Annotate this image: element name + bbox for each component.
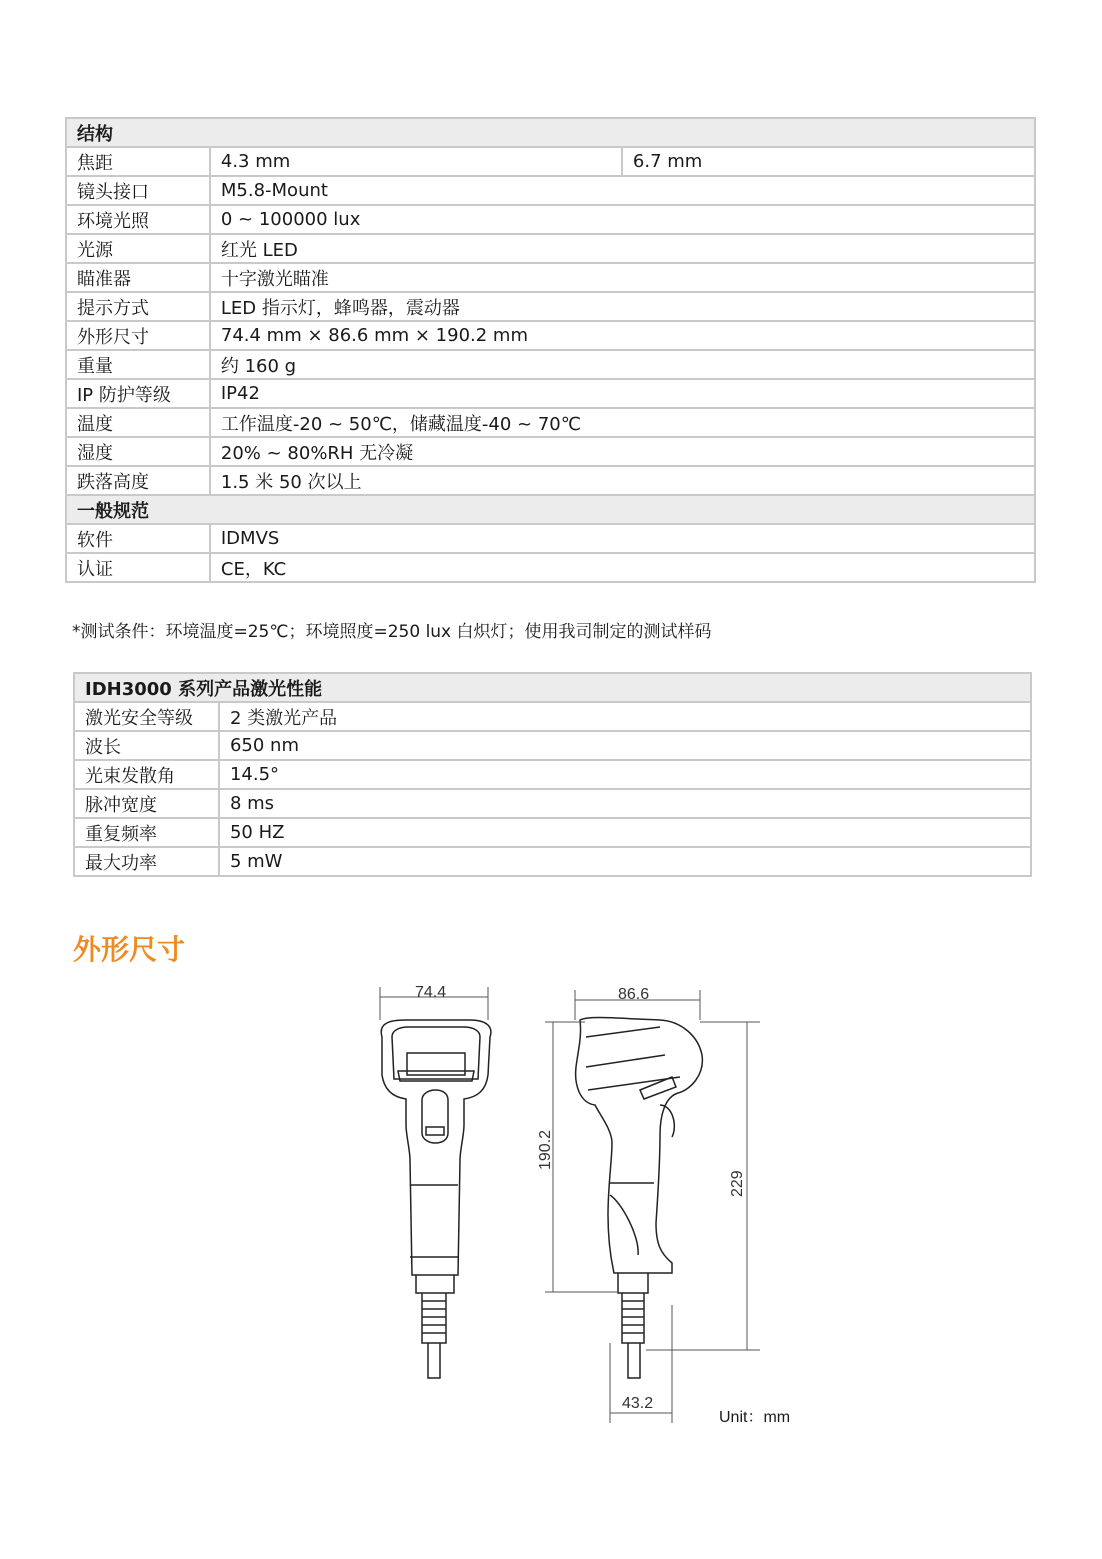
spec-value: 4.3 mm: [210, 147, 622, 176]
unit-label: Unit：mm: [719, 1409, 791, 1426]
section-title-structure: 结构: [66, 118, 1035, 147]
dimension-label: 43.2: [622, 1395, 654, 1412]
table-row: [66, 205, 1035, 234]
spec-label: 重复频率: [74, 818, 219, 847]
table-row: [66, 553, 1035, 582]
table-row: [66, 350, 1035, 379]
table-row: [74, 847, 1031, 876]
spec-label: 镜头接口: [66, 176, 210, 205]
spec-value: 74.4 mm × 86.6 mm × 190.2 mm: [210, 321, 1035, 350]
table-row: [66, 437, 1035, 466]
spec-label: 最大功率: [74, 847, 219, 876]
spec-label: 波长: [74, 731, 219, 760]
table-row: [66, 524, 1035, 553]
table-row: [74, 760, 1031, 789]
dimension-label: 229: [729, 1170, 746, 1197]
spec-label: 焦距: [66, 147, 210, 176]
table-row: [66, 263, 1035, 292]
spec-label: 光源: [66, 234, 210, 263]
table-row: [66, 408, 1035, 437]
spec-label: 软件: [66, 524, 210, 553]
section-title-laser: IDH3000 系列产品激光性能: [74, 673, 1031, 702]
table-row: [74, 818, 1031, 847]
table-row: [66, 292, 1035, 321]
table-row: [66, 466, 1035, 495]
dimension-label: 190.2: [537, 1129, 554, 1170]
spec-label: 提示方式: [66, 292, 210, 321]
section-title-general: 一般规范: [66, 495, 1035, 524]
structure-spec-table: [65, 117, 1036, 583]
spec-value: IP42: [210, 379, 1035, 408]
spec-value: 20% ~ 80%RH 无冷凝: [210, 437, 1035, 466]
spec-value: 650 nm: [219, 731, 1031, 760]
spec-value: 14.5°: [219, 760, 1031, 789]
dimension-label: 74.4: [415, 984, 447, 1001]
spec-label: 湿度: [66, 437, 210, 466]
spec-value: 5 mW: [219, 847, 1031, 876]
spec-value: 50 HZ: [219, 818, 1031, 847]
spec-value: 6.7 mm: [622, 147, 1035, 176]
table-row: [66, 234, 1035, 263]
spec-value: 2 类激光产品: [219, 702, 1031, 731]
spec-value: CE，KC: [210, 553, 1035, 582]
spec-value: 8 ms: [219, 789, 1031, 818]
spec-label: 外形尺寸: [66, 321, 210, 350]
spec-value: 1.5 米 50 次以上: [210, 466, 1035, 495]
spec-label: 认证: [66, 553, 210, 582]
table-row: [66, 321, 1035, 350]
spec-value: 十字激光瞄准: [210, 263, 1035, 292]
table-row: [74, 702, 1031, 731]
dimension-drawing: [360, 975, 780, 1435]
dimension-line: [545, 1022, 618, 1292]
spec-label: 跌落高度: [66, 466, 210, 495]
laser-spec-table: [73, 672, 1032, 877]
spec-value: M5.8-Mount: [210, 176, 1035, 205]
scanner-front-view: [381, 1020, 491, 1378]
dimension-label: 86.6: [618, 986, 650, 1003]
spec-label: IP 防护等级: [66, 379, 210, 408]
spec-value: 工作温度-20 ~ 50℃，储藏温度-40 ~ 70℃: [210, 408, 1035, 437]
table-row: [66, 379, 1035, 408]
dimensions-heading: 外形尺寸: [73, 933, 186, 966]
spec-value: 约 160 g: [210, 350, 1035, 379]
spec-label: 激光安全等级: [74, 702, 219, 731]
spec-value: 0 ~ 100000 lux: [210, 205, 1035, 234]
spec-value: 红光 LED: [210, 234, 1035, 263]
test-conditions-note: *测试条件：环境温度=25℃；环境照度=250 lux 白炽灯；使用我司制定的测试样码: [72, 622, 712, 642]
table-row: [74, 789, 1031, 818]
spec-value: LED 指示灯，蜂鸣器，震动器: [210, 292, 1035, 321]
scanner-side-view: [576, 1018, 703, 1378]
spec-label: 瞄准器: [66, 263, 210, 292]
spec-label: 环境光照: [66, 205, 210, 234]
table-row: [66, 176, 1035, 205]
spec-label: 光束发散角: [74, 760, 219, 789]
spec-label: 脉冲宽度: [74, 789, 219, 818]
spec-value: IDMVS: [210, 524, 1035, 553]
spec-label: 温度: [66, 408, 210, 437]
table-row: [74, 731, 1031, 760]
spec-label: 重量: [66, 350, 210, 379]
table-row: [66, 147, 1035, 176]
